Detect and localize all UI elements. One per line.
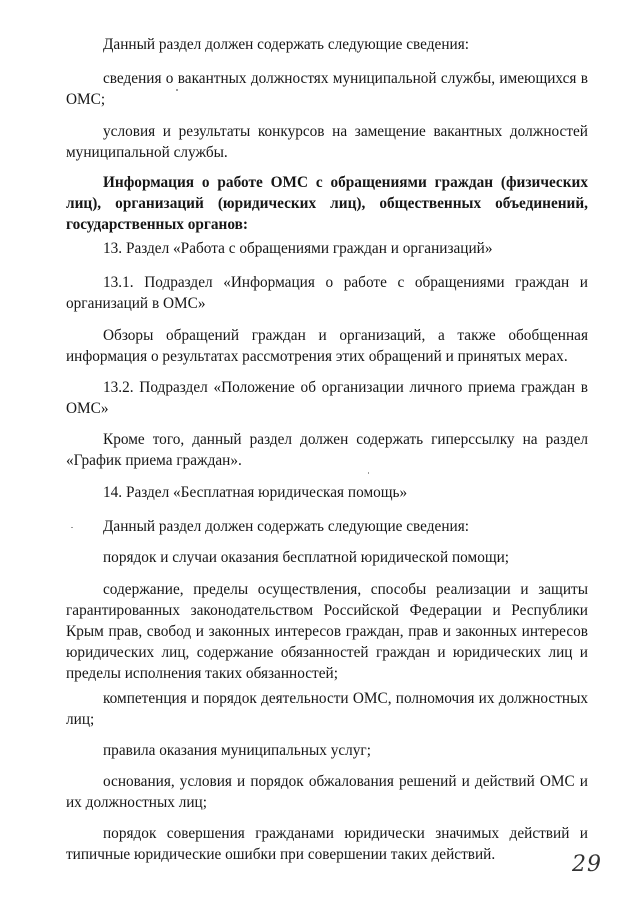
list-item-rights-content: содержание, пределы осуществления, способы реализации и защиты гарантированных законодательством Российской Федерации и Республики Крым прав, свобод и законных интересов граждан, прав и законных интересов юридических лиц, содержание обязанностей граждан и юридических лиц и пределы исполнения таких обязанностей; [66,581,588,682]
section-13-title: 13. Раздел «Работа с обращениями граждан и организаций» [103,240,493,257]
scan-speck [176,89,178,91]
paragraph-hyperlink-schedule: Кроме того, данный раздел должен содержать гиперссылку на раздел «График приема граждан». [66,431,588,469]
list-item-appeal-grounds: основания, условия и порядок обжалования решений и действий ОМС и их должностных лиц; [66,773,588,811]
page-number: 29 [572,852,602,877]
list-item-legal-actions: порядок совершения гражданами юридически значимых действий и типичные юридические ошибки при совершении таких действий. [66,825,588,863]
scan-speck [71,527,73,528]
list-item-competence: компетенция и порядок деятельности ОМС, полномочия их должностных лиц; [66,690,588,728]
section-14-title: 14. Раздел «Бесплатная юридическая помощь» [103,484,408,501]
paragraph-competition-results: условия и результаты конкурсов на замещение вакантных должностей муниципальной службы. [66,123,588,161]
paragraph-intro-legal-aid: Данный раздел должен содержать следующие сведения: [103,518,470,535]
subsection-13-1-title: 13.1. Подраздел «Информация о работе с обращениями граждан и организаций в ОМС» [66,274,588,312]
list-item-service-rules: правила оказания муниципальных услуг; [103,742,371,759]
subsection-13-2-title: 13.2. Подраздел «Положение об организации личного приема граждан в ОМС» [66,379,588,417]
paragraph-appeals-reviews: Обзоры обращений граждан и организаций, а также обобщенная информация о результатах рассмотрения этих обращений и принятых мерах. [66,327,588,365]
paragraph-vacant-positions: сведения о вакантных должностях муниципальной службы, имеющихся в ОМС; [66,70,588,108]
scan-speck [368,472,369,474]
paragraph-intro-vacancies: Данный раздел должен содержать следующие сведения: [103,36,470,53]
list-item-legal-aid-cases: порядок и случаи оказания бесплатной юридической помощи; [103,549,510,566]
heading-appeals-info: Информация о работе ОМС с обращениями граждан (физических лиц), организаций (юридических лиц), общественных объединений, государственных органов: [66,174,588,233]
